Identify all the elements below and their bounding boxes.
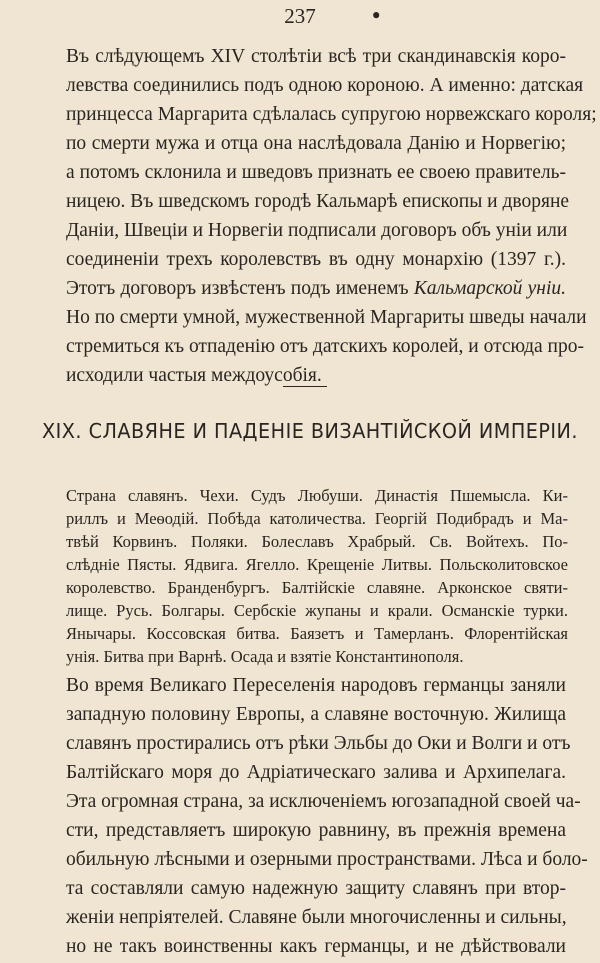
text-line: сти, представляетъ широкую равнину, въ прежнія времена [66, 820, 566, 841]
text-span: Этотъ договоръ извѣстенъ подъ именемъ [66, 278, 409, 299]
text-line: Балтійскаго моря до Адріатическаго залива и Архипелага. [66, 762, 566, 783]
text-line: та составляли самую надежную защиту славянъ при втор- [66, 878, 566, 899]
text-line: но не такъ воинственны какъ германцы, и не дѣйствовали [66, 936, 566, 957]
text-line: женіи непріятелей. Славяне были многочисленны и сильны, [66, 907, 567, 928]
text-line: исходили частыя междоусобія. [66, 365, 322, 386]
kalmar-union-italic: Кальмарской уніи. [413, 278, 566, 299]
summary-line: унія. Битва при Варнѣ. Осада и взятіе Константинополя. [66, 647, 464, 666]
text-line: западную половину Европы, а славяне восточную. Жилища [66, 704, 566, 725]
text-line [66, 274, 566, 303]
summary-line: королевство. Бранденбургъ. Балтійскіе славяне. Арконское святи- [66, 578, 568, 597]
text-line: ницею. Въ шведскомъ городѣ Кальмарѣ епископы и дворяне [66, 191, 570, 212]
summary-line: лище. Русь. Болгары. Сербскіе жупаны и крали. Османскіе турки. [66, 601, 568, 620]
text-line: обильную лѣсными и озерными пространствами. Лѣса и боло- [66, 849, 588, 870]
text-line: принцесса Маргарита сдѣлалась супругою норвежскаго короля; [66, 104, 597, 125]
text-line: стремиться къ отпаденію отъ датскихъ королей, и отсюда про- [66, 336, 584, 357]
text-line: Во время Великаго Переселенія народовъ германцы заняли [66, 675, 566, 696]
summary-line: Янычары. Коссовская битва. Баязетъ и Тамерланъ. Флорентійская [66, 624, 568, 643]
summary-line: риллъ и Меѳодій. Побѣда католичества. Георгій Подибрадъ и Ма- [66, 509, 568, 528]
summary-line: твѣй Корвинъ. Поляки. Болеславъ Храбрый. Св. Войтехъ. По- [66, 532, 568, 551]
text-line: славянъ простирались отъ рѣки Эльбы до Оки и Волги и отъ [66, 733, 571, 754]
text-line: а потомъ склонила и шведовъ признать ее своею правитель- [66, 162, 566, 183]
chapter-title: XIX. СЛАВЯНЕ И ПАДЕНІЕ ВИЗАНТІЙСКОЙ ИМПЕРІИ. [42, 419, 578, 443]
text-line: Въ слѣдующемъ XIV столѣтіи всѣ три скандинавскія коро- [66, 46, 566, 67]
text-line: Эта огромная страна, за исключеніемъ югозападной своей ча- [66, 791, 581, 812]
text-line: Но по смерти умной, мужественной Маргариты шведы начали [66, 307, 587, 328]
summary-line: слѣдніе Пясты. Ядвига. Ягелло. Крещеніе Литвы. Польсколитовское [66, 555, 568, 574]
page-number: 237 [284, 4, 316, 28]
text-line: по смерти мужа и отца она наслѣдовала Данію и Норвегію; [66, 133, 566, 154]
section-divider [283, 386, 327, 387]
print-mark-dot: • [370, 4, 383, 28]
text-line: Даніи, Швеціи и Норвегіи подписали договоръ объ уніи или [66, 220, 568, 241]
text-line: левства соединились подъ одною короною. А именно: датская [66, 75, 584, 96]
summary-line: Страна славянъ. Чехи. Судъ Любуши. Династія Пшемысла. Ки- [66, 486, 568, 505]
text-line: соединеніи трехъ королевствъ въ одну монархію (1397 г.). [66, 249, 566, 270]
